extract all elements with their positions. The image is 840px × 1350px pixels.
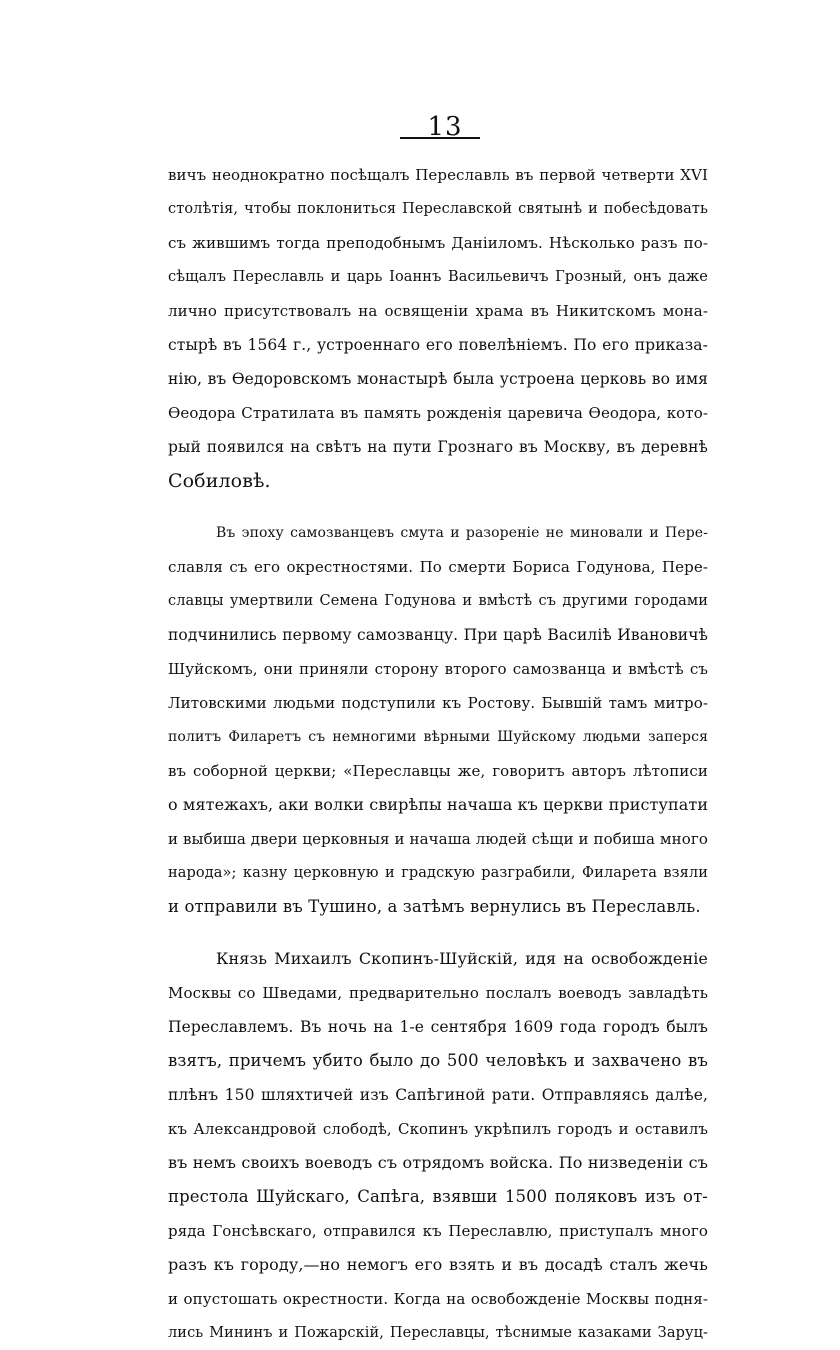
text-line: политъ Филаретъ съ немногими вѣрными Шуйскому людьми заперся (168, 729, 708, 745)
page-number: 13 (427, 112, 463, 142)
text-line: лись Mининъ и Пожарскій, Переславцы, тѣснимые казаками Заруц- (168, 1325, 708, 1341)
text-line: славцы умертвили Семена Годунова и вмѣстѣ съ другими городами (168, 593, 708, 609)
text-line: къ Александровой слободѣ, Скопинъ укрѣпилъ городъ и оставилъ (168, 1120, 708, 1138)
text-line: сѣщалъ Переславль и царь Іоаннъ Васильевичъ Грозный, онъ даже (168, 269, 708, 285)
text-line: Собиловѣ. (168, 470, 271, 492)
text-line: Шуйскомъ, они приняли сторону второго самозванца и вмѣстѣ съ (168, 660, 708, 678)
text-line: народа»; казну церковную и градскую разграбили, Филарета взяли (168, 865, 708, 881)
text-line: взятъ, причемъ убито было до 500 человѣкъ и захвачено въ (168, 1051, 708, 1070)
text-line: о мятежахъ, аки волки свирѣпы начаша къ церкви приступати (168, 795, 709, 814)
text-line: съ жившимъ тогда преподобнымъ Даніиломъ. Нѣсколько разъ по- (168, 234, 708, 252)
paragraph-gap (168, 498, 708, 516)
text-line: въ немъ своихъ воеводъ съ отрядомъ войска. По низведеніи съ (168, 1153, 708, 1172)
paragraph-gap (168, 924, 708, 942)
text-line: столѣтія, чтобы поклониться Переславской святынѣ и побесѣдовать (168, 201, 708, 217)
paragraph-3 (168, 942, 708, 1350)
text-line: стырѣ въ 1564 г., устроеннаго его повелѣніемъ. По его приказа- (168, 336, 708, 354)
text-line: и выбиша двери церковныя и начаша людей сѣщи и побиша много (168, 830, 708, 848)
text-line: Въ эпоху самозванцевъ смута и разореніе не миновали и Пере- (216, 525, 708, 541)
text-line: Переславлемъ. Въ ночь на 1-е сентября 1609 года городъ былъ (168, 1018, 708, 1036)
text-line: Князь Михаилъ Скопинъ-Шуйскій, идя на освобожденіе (216, 949, 708, 968)
text-line: и опустошать окрестности. Когда на освобожденіе Москвы подня- (168, 1290, 708, 1308)
text-line: Москвы со Шведами, предварительно послалъ воеводъ завладѣть (168, 984, 708, 1002)
text-line: вичъ неоднократно посѣщалъ Переславль въ первой четверти XVI (168, 166, 708, 184)
text-line: славля съ его окрестностями. По смерти Бориса Годунова, Пере- (168, 558, 708, 576)
text-line: плѣнъ 150 шляхтичей изъ Сапѣгиной рати. Отправляясь далѣе, (168, 1086, 708, 1104)
body-text (168, 158, 708, 1350)
text-line: подчинились первому самозванцу. При царѣ Василіѣ Ивановичѣ (168, 626, 708, 644)
text-line: лично присутствовалъ на освященіи храма въ Никитскомъ мона- (168, 302, 708, 320)
text-line: и отправили въ Тушино, а затѣмъ вернулись въ Переславль. (168, 897, 701, 916)
page-number-rule (400, 137, 480, 139)
text-line: рый появился на свѣтъ на пути Грознаго въ Москву, въ деревнѣ (168, 438, 708, 456)
text-line: престола Шуйскаго, Сапѣга, взявши 1500 поляковъ изъ от- (168, 1187, 708, 1206)
text-line: разъ къ городу,—но немогъ его взять и въ досадѣ сталъ жечь (168, 1255, 708, 1274)
text-line: нію, въ Ѳедоровскомъ монастырѣ была устроена церковь во имя (168, 370, 708, 388)
text-line: въ соборной церкви; «Переславцы же, говоритъ авторъ лѣтописи (168, 762, 708, 780)
text-line: Литовскими людьми подступили къ Ростову. Бывшій тамъ митро- (168, 694, 708, 712)
text-line: Ѳеодора Стратилата въ память рожденія царевича Ѳеодора, кото- (168, 404, 708, 422)
text-line: ряда Гонсѣвскаго, отправился къ Переславлю, приступалъ много (168, 1222, 708, 1240)
paragraph-2 (168, 516, 708, 924)
paragraph-1 (168, 158, 708, 498)
